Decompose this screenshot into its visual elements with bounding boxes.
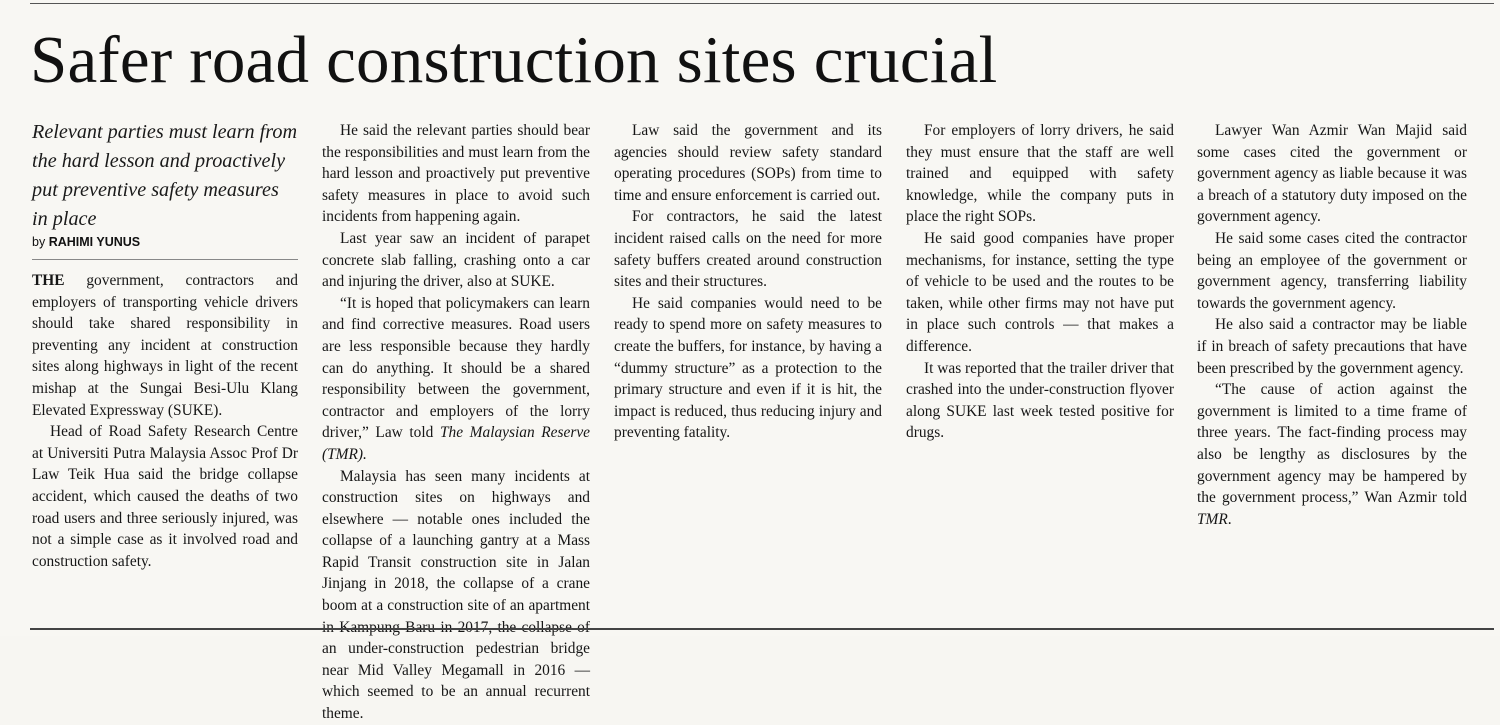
paragraph-end: . (1227, 510, 1232, 528)
byline-author: RAHIMI YUNUS (48, 235, 141, 249)
article-paragraph: For employers of lorry drivers, he said they must ensure that the staff are well trained and equipped with safety knowledge, while the company puts in place the right SOPs. (906, 122, 1174, 226)
article-paragraph: He said companies would need to be ready to spend more on safety measures to create the buffers, for instance, by having a “dummy structure” as a protection to the primary structure and even if it is hit, the impact is reduced, thus reducing injury and preventing fatality. (614, 294, 882, 442)
article-paragraph: It was reported that the trailer driver that crashed into the under-construction flyover along SUKE last week tested positive for drugs. (906, 359, 1174, 442)
article-paragraph: He said the relevant parties should bear the responsibilities and must learn from the hard lesson and proactively put preventive safety measures in place to avoid such incidents from happening again. (322, 122, 590, 226)
lead-word: THE (32, 272, 65, 289)
article-paragraph (1197, 379, 1467, 530)
column-2 (322, 120, 590, 725)
paragraph-text: government, contractors and employers of transporting vehicle drivers should take shared responsibility in preventing any incident at construction sites along highways in light of the recent mishap at the Sungai Besi-Ulu Klang Elevated Expressway (SUKE). (32, 272, 298, 419)
column-1 (32, 118, 298, 572)
article-paragraph (322, 293, 590, 466)
bottom-rule (30, 628, 1494, 630)
article-paragraph: He said some cases cited the contractor being an employee of the government or government agency, transferring liability towards the government agency. (1197, 229, 1467, 312)
standfirst: Relevant parties must learn from the hard lesson and proactively put preventive safety measures in place (32, 121, 298, 230)
article-paragraph: Law said the government and its agencies should review safety standard operating procedures (SOPs) from time to time and ensure enforcement is carried out. (614, 122, 882, 204)
article-paragraph: For contractors, he said the latest incident raised calls on the need for more safety buffers created around construction sites and their structures. (614, 208, 882, 291)
column-3 (614, 120, 882, 444)
article-paragraph: Malaysia has seen many incidents at construction sites on highways and elsewhere — notable ones included the collapse of a launching gantry at a Mass Rapid Transit construction site in Jalan Jinjang in 2018, the collapse of a crane boom at a construction site of an apartment in Kampung Baru in 2017, the collapse of an under-construction pedestrian bridge near Mid Valley Megamall in 2016 — which seemed to be an annual recurrent theme. (322, 467, 590, 723)
column-4 (906, 120, 1174, 444)
article-paragraph: Lawyer Wan Azmir Wan Majid said some cases cited the government or government agency as liable because it was a breach of a statutory duty imposed on the government agency. (1197, 122, 1467, 226)
byline (32, 234, 298, 260)
publication-abbrev: TMR (1197, 510, 1228, 528)
paragraph-text: “It is hoped that policymakers can learn and find corrective measures. Road users are less responsible because they hardly can do anything. It should be a shared responsibility between the government, contractor and employers of the lorry driver,” Law told (322, 294, 590, 442)
column-5 (1197, 120, 1467, 530)
article-paragraph: He said good companies have proper mechanisms, for instance, setting the type of vehicle to be used and the routes to be taken, while other firms may not have put in place such controls — that makes a difference. (906, 229, 1174, 355)
article-paragraph (32, 270, 298, 421)
article-paragraph: Last year saw an incident of parapet concrete slab falling, crashing onto a car and injuring the driver, also at SUKE. (322, 229, 590, 291)
publication-name: The Malaysian Reserve (TMR). (322, 424, 590, 463)
byline-prefix: by (32, 235, 46, 249)
headline: Safer road construction sites crucial (30, 23, 998, 97)
article-paragraph: He also said a contractor may be liable if in breach of safety precautions that have been prescribed by the government agency. (1197, 316, 1467, 377)
article-paragraph: Head of Road Safety Research Centre at Universiti Putra Malaysia Assoc Prof Dr Law Teik Hua said the bridge collapse accident, which caused the deaths of two road users and three seriously injured, was not a simple case as it involved road and construction safety. (32, 423, 298, 570)
top-rule (30, 3, 1494, 4)
paragraph-text: “The cause of action against the government is limited to a time frame of three years. The fact-finding process may also be lengthy as disclosures by the government agency may be hampered by the government process,” Wan Azmir told (1197, 381, 1467, 507)
